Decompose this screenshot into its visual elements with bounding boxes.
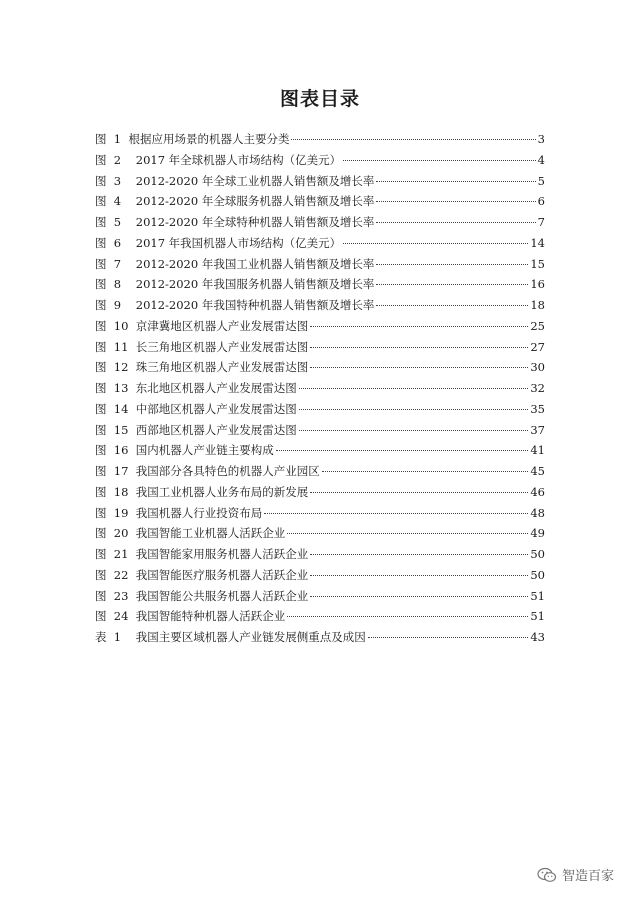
toc-entry-number: 图 15 bbox=[95, 422, 136, 437]
toc-entry[interactable] bbox=[95, 233, 545, 254]
toc-entry-number: 图 10 bbox=[95, 318, 136, 333]
dot-leader bbox=[343, 160, 536, 161]
toc-entry-number: 图 4 bbox=[95, 194, 136, 209]
toc-entry[interactable] bbox=[95, 357, 545, 378]
toc-entry[interactable] bbox=[95, 295, 545, 316]
dot-leader bbox=[310, 367, 528, 368]
toc-entry-number: 图 12 bbox=[95, 360, 136, 375]
toc-entry[interactable] bbox=[95, 150, 545, 171]
toc-entry[interactable] bbox=[95, 171, 545, 192]
toc-entry-title: 2012-2020 年全球工业机器人销售额及增长率 bbox=[135, 173, 375, 188]
toc-entry-title: 2017 年我国机器人市场结构（亿美元） bbox=[135, 235, 342, 250]
toc-entry-title: 我国智能工业机器人活跃企业 bbox=[135, 526, 286, 541]
toc-entry-title: 2012-2020 年全球特种机器人销售额及增长率 bbox=[135, 215, 375, 229]
toc-entry[interactable] bbox=[95, 440, 545, 461]
toc-entry-title: 2012-2020 年我国服务机器人销售额及增长率 bbox=[135, 277, 375, 292]
toc-entry[interactable] bbox=[95, 627, 545, 648]
toc-entry-number: 图 19 bbox=[95, 505, 136, 520]
toc-entry-page: 25 bbox=[530, 318, 545, 333]
toc-entry[interactable] bbox=[95, 191, 545, 212]
toc-entry[interactable] bbox=[95, 482, 545, 503]
toc-entry-number: 图 3 bbox=[95, 173, 136, 188]
toc-entry-number: 图 9 bbox=[95, 298, 136, 312]
toc-entry[interactable] bbox=[95, 523, 545, 544]
toc-entry-title: 国内机器人产业链主要构成 bbox=[135, 443, 274, 458]
dot-leader bbox=[264, 513, 528, 514]
toc-entry-title: 珠三角地区机器人产业发展雷达图 bbox=[135, 360, 309, 375]
wechat-icon bbox=[537, 867, 557, 883]
toc-entry-title: 我国智能医疗服务机器人活跃企业 bbox=[135, 567, 309, 582]
toc-entry[interactable] bbox=[95, 254, 545, 275]
watermark-text: 智造百家 bbox=[561, 869, 614, 884]
dot-leader bbox=[299, 409, 529, 410]
toc-entry-page: 48 bbox=[530, 505, 545, 520]
toc-entry-number: 表 1 bbox=[95, 630, 136, 644]
dot-leader bbox=[287, 533, 528, 534]
toc-entry-title: 东北地区机器人产业发展雷达图 bbox=[135, 381, 297, 395]
toc-entry[interactable] bbox=[95, 503, 545, 524]
toc-entry-title: 我国主要区域机器人产业链发展侧重点及成因 bbox=[135, 630, 366, 644]
dot-leader bbox=[376, 305, 528, 306]
toc-entry-page: 14 bbox=[530, 235, 545, 250]
toc-entry[interactable] bbox=[95, 606, 545, 627]
dot-leader bbox=[299, 430, 529, 431]
toc-entry-number: 图 6 bbox=[95, 235, 136, 250]
toc-entry-title: 我国部分各具特色的机器人产业园区 bbox=[135, 464, 320, 478]
toc-entry-number: 图 17 bbox=[95, 464, 136, 478]
dot-leader bbox=[310, 347, 528, 348]
toc-entry[interactable] bbox=[95, 212, 545, 233]
dot-leader bbox=[376, 222, 535, 223]
toc-entry-page: 32 bbox=[530, 381, 545, 395]
toc-entry-page: 5 bbox=[537, 173, 545, 188]
toc-entry-page: 49 bbox=[530, 526, 545, 541]
toc-entry-page: 51 bbox=[530, 588, 545, 603]
toc-entry-page: 45 bbox=[530, 464, 545, 478]
dot-leader bbox=[376, 181, 535, 182]
toc-entry-page: 37 bbox=[530, 422, 545, 437]
dot-leader bbox=[310, 492, 528, 493]
toc-entry-title: 西部地区机器人产业发展雷达图 bbox=[135, 422, 297, 437]
toc-entry-number: 图 13 bbox=[95, 381, 136, 395]
toc-entry-title: 中部地区机器人产业发展雷达图 bbox=[135, 401, 297, 416]
dot-leader bbox=[291, 139, 535, 140]
toc-entry-title: 根据应用场景的机器人主要分类 bbox=[128, 132, 290, 146]
toc-entry-number: 图 5 bbox=[95, 215, 136, 229]
toc-entry-page: 30 bbox=[530, 360, 545, 375]
toc-entry[interactable] bbox=[95, 337, 545, 358]
toc-entry-number: 图 11 bbox=[95, 339, 136, 354]
toc-entry-title: 京津冀地区机器人产业发展雷达图 bbox=[135, 318, 309, 333]
toc-entry-number: 图 18 bbox=[95, 484, 136, 499]
toc-entry-number: 图 24 bbox=[95, 609, 136, 624]
toc-entry-page: 16 bbox=[530, 277, 545, 292]
dot-leader bbox=[310, 554, 528, 555]
toc-entry-page: 35 bbox=[530, 401, 545, 416]
watermark bbox=[537, 865, 614, 884]
toc-entry[interactable] bbox=[95, 274, 545, 295]
dot-leader bbox=[310, 575, 528, 576]
dot-leader bbox=[310, 326, 528, 327]
page-title: 图表目录 bbox=[279, 88, 360, 110]
dot-leader bbox=[322, 471, 529, 472]
toc-entry[interactable] bbox=[95, 586, 545, 607]
toc-entry-number: 图 22 bbox=[95, 567, 136, 582]
toc-entry-page: 7 bbox=[537, 215, 545, 229]
toc-entry[interactable] bbox=[95, 378, 545, 399]
toc-entry-page: 51 bbox=[530, 609, 545, 624]
toc-entry[interactable] bbox=[95, 461, 545, 482]
toc-entry-title: 长三角地区机器人产业发展雷达图 bbox=[135, 339, 309, 354]
dot-leader bbox=[299, 388, 529, 389]
toc-entry-number: 图 8 bbox=[95, 277, 136, 292]
toc-entry-title: 2017 年全球机器人市场结构（亿美元） bbox=[135, 152, 342, 167]
dot-leader bbox=[376, 264, 528, 265]
toc-entry-number: 图 2 bbox=[95, 152, 136, 167]
toc-entry-number: 图 23 bbox=[95, 588, 136, 603]
toc-entry-title: 2012-2020 年我国特种机器人销售额及增长率 bbox=[135, 298, 375, 312]
toc-entry-title: 我国智能公共服务机器人活跃企业 bbox=[135, 588, 309, 603]
dot-leader bbox=[376, 201, 535, 202]
dot-leader bbox=[368, 637, 529, 638]
toc-entry-number: 图 21 bbox=[95, 547, 136, 561]
toc-entry[interactable] bbox=[95, 544, 545, 565]
toc-entry[interactable] bbox=[95, 420, 545, 441]
toc-entry-page: 50 bbox=[530, 547, 545, 561]
toc-entry-title: 2012-2020 年全球服务机器人销售额及增长率 bbox=[135, 194, 375, 209]
dot-leader bbox=[310, 596, 528, 597]
toc-entry-page: 6 bbox=[537, 194, 545, 209]
toc-entry-title: 我国智能特种机器人活跃企业 bbox=[135, 609, 286, 624]
toc-entry-number: 图 1 bbox=[95, 132, 129, 146]
toc-entry-page: 46 bbox=[530, 484, 545, 499]
table-of-figures bbox=[95, 129, 545, 648]
dot-leader bbox=[376, 284, 528, 285]
toc-entry[interactable] bbox=[95, 129, 545, 150]
toc-entry-title: 2012-2020 年我国工业机器人销售额及增长率 bbox=[135, 256, 375, 271]
toc-entry-title: 我国机器人行业投资布局 bbox=[135, 505, 263, 520]
toc-entry-page: 15 bbox=[530, 256, 545, 271]
dot-leader bbox=[276, 450, 529, 451]
toc-entry-title: 我国工业机器人业务布局的新发展 bbox=[135, 484, 309, 499]
toc-entry-title: 我国智能家用服务机器人活跃企业 bbox=[135, 547, 309, 561]
toc-entry-number: 图 7 bbox=[95, 256, 136, 271]
toc-entry-number: 图 16 bbox=[95, 443, 136, 458]
toc-entry-number: 图 14 bbox=[95, 401, 136, 416]
toc-entry-page: 43 bbox=[530, 630, 545, 644]
dot-leader bbox=[343, 243, 528, 244]
toc-entry-page: 27 bbox=[530, 339, 545, 354]
toc-entry-page: 50 bbox=[530, 567, 545, 582]
dot-leader bbox=[287, 616, 528, 617]
toc-entry-number: 图 20 bbox=[95, 526, 136, 541]
toc-entry-page: 18 bbox=[530, 298, 545, 312]
toc-entry-page: 3 bbox=[537, 132, 545, 146]
toc-entry-page: 4 bbox=[537, 152, 545, 167]
toc-entry[interactable] bbox=[95, 565, 545, 586]
toc-entry[interactable] bbox=[95, 399, 545, 420]
toc-entry[interactable] bbox=[95, 316, 545, 337]
toc-entry-page: 41 bbox=[530, 443, 545, 458]
